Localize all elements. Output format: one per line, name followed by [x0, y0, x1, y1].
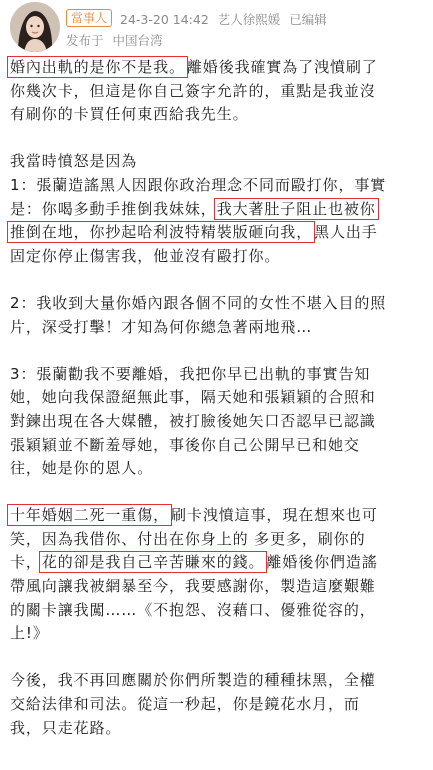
post-paragraph: [10, 292, 426, 339]
text-segment: 黑人出手: [314, 223, 378, 242]
post-paragraph: [10, 150, 426, 268]
text-line: [10, 292, 426, 316]
text-segment: 她，她向我保證絕無此事，隔天她和張穎穎的合照和: [10, 388, 376, 407]
text-segment: 你幾次卡，但這是你自己簽字允許的，重點是我並沒: [10, 81, 376, 100]
party-badge: 當事人: [66, 9, 112, 27]
text-line: [10, 56, 426, 80]
text-line: [10, 410, 426, 434]
avatar-photo-icon: [10, 2, 60, 52]
highlighted-text: 推倒在地，你抄起哈利波特精裝版砸向我，: [7, 221, 315, 243]
text-segment: 固定你停止傷害我，他並沒有毆打你。: [10, 246, 281, 265]
text-line: [10, 386, 426, 410]
highlighted-text: 我大著肚子阻止也被你: [214, 198, 379, 220]
text-segment: 往，她是你的恩人。: [10, 459, 154, 478]
text-segment: 刷卡洩憤這事，現在想來也可: [171, 506, 378, 525]
text-line: [10, 103, 426, 127]
text-segment: 張穎穎並不斷羞辱她，事後你自己公開早已和她交: [10, 435, 360, 454]
text-line: [10, 174, 426, 198]
post-paragraph: [10, 669, 426, 740]
text-segment: 對鍊出現在各大媒體，被打臉後她矢口否認早已認識: [10, 411, 376, 430]
text-segment: 有刷你的卡買任何東西給我先生。: [10, 105, 249, 124]
text-segment: 帶風向讓我被網暴至今，我要感謝你，製造這麼艱難: [10, 577, 376, 596]
text-segment: 1：張蘭造謠黑人因跟你政治理念不同而毆打你，事實: [10, 175, 387, 194]
post-meta: [120, 10, 332, 28]
text-line: [10, 80, 426, 104]
text-segment: 上!》: [10, 624, 49, 643]
location-label: 中国台湾: [112, 33, 163, 48]
text-line: [10, 198, 426, 222]
text-line: [10, 434, 426, 458]
text-line: [10, 363, 426, 387]
highlighted-text: 婚內出軌的是你不是我。: [7, 56, 188, 78]
edited-label[interactable]: 已编辑: [289, 12, 327, 27]
highlighted-text: 十年婚姻二死一重傷，: [7, 504, 172, 526]
text-segment: 離婚後你們造謠: [266, 553, 378, 572]
text-line: [10, 693, 426, 717]
text-line: [10, 599, 426, 623]
text-line: [10, 622, 426, 646]
text-segment: 是：你喝多動手推倒我妹妹，: [10, 199, 217, 218]
post-paragraph: [10, 363, 426, 481]
text-segment: 我，只走花路。: [10, 718, 122, 737]
text-segment: 交給法律和司法。從這一秒起，你是鏡花水月，而: [10, 695, 360, 714]
text-line: [10, 245, 426, 269]
source-label: 发布于: [66, 33, 104, 48]
text-segment: 離婚後我確實為了洩憤刷了: [186, 58, 378, 76]
author-name[interactable]: 艺人徐熙媛: [217, 12, 281, 27]
text-line: [10, 316, 426, 340]
post-header: [0, 0, 433, 52]
text-segment: 今後，我不再回應關於你們所製造的種種抹黑，全權: [10, 671, 376, 690]
post-paragraph: [10, 504, 426, 646]
text-segment: 笑，因為我借你、付出在你身上的 多更多，刷你的: [10, 529, 366, 548]
text-segment: 3：張蘭勸我不要離婚，我把你早已出軌的事實告知: [10, 364, 371, 383]
post-date: 24-3-20 14:42: [120, 12, 209, 27]
highlighted-text: 花的卻是我自己辛苦賺來的錢。: [39, 551, 268, 573]
text-line: [10, 669, 426, 693]
text-segment: 卡，: [10, 553, 42, 572]
text-line: [10, 717, 426, 741]
text-segment: 2：我收到大量你婚內跟各個不同的女性不堪入目的照: [10, 293, 387, 312]
text-line: [10, 551, 426, 575]
post-body: [10, 56, 426, 764]
text-line: [10, 528, 426, 552]
text-line: [10, 504, 426, 528]
post-location: [66, 31, 168, 49]
post-paragraph: [10, 56, 426, 127]
text-line: [10, 221, 426, 245]
text-segment: 的關卡讓我闖……《不抱怨、沒藉口、優雅從容的，: [10, 600, 376, 619]
text-line: [10, 457, 426, 481]
text-line: [10, 575, 426, 599]
text-line: [10, 150, 426, 174]
text-segment: 片，深受打擊！才知為何你總急著兩地飛…: [10, 317, 313, 336]
text-segment: 我當時憤怒是因為: [10, 152, 138, 171]
avatar[interactable]: [10, 2, 60, 52]
